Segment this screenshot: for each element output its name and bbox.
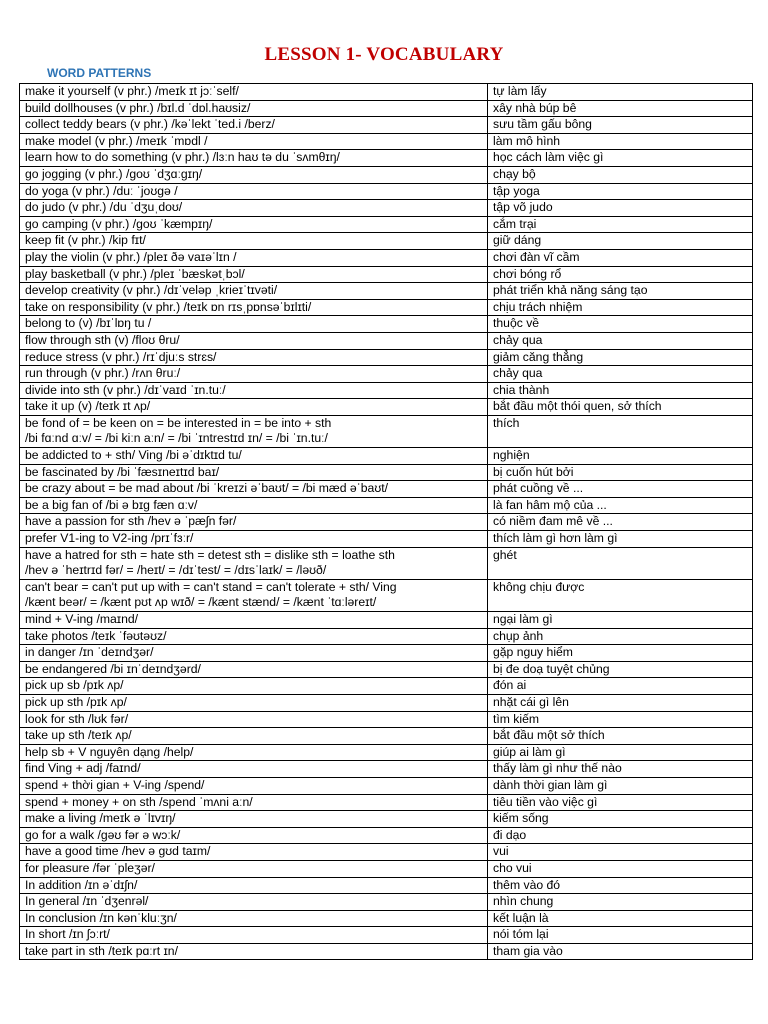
- table-row: [20, 316, 753, 333]
- term-cell: [20, 84, 488, 101]
- meaning-cell: đi dạo: [488, 827, 753, 844]
- term-text: have a passion for sth /hev ə ˈpæʃn fər/: [25, 514, 237, 529]
- table-row: [20, 694, 753, 711]
- term-text: can't bear = can't put up with = can't stand = can't tolerate + sth/ Ving: [25, 579, 397, 594]
- table-row: [20, 612, 753, 629]
- meaning-cell: thuộc về: [488, 316, 753, 333]
- section-heading: WORD PATTERNS: [47, 66, 152, 80]
- meaning-cell: giảm căng thẳng: [488, 349, 753, 366]
- meaning-cell: tham gia vào: [488, 943, 753, 960]
- term-text: prefer V1-ing to V2-ing /prɪˈfɜːr/: [25, 531, 194, 546]
- meaning-cell: chơi bóng rổ: [488, 266, 753, 283]
- table-row: [20, 844, 753, 861]
- table-row: [20, 200, 753, 217]
- meaning-cell: giữ dáng: [488, 233, 753, 250]
- term-text: In addition /ɪn əˈdɪʃn/: [25, 877, 138, 892]
- table-row: [20, 399, 753, 416]
- term-text: be endangered /bi ɪnˈdeɪndʒərd/: [25, 661, 201, 676]
- meaning-cell: tìm kiếm: [488, 711, 753, 728]
- table-row: [20, 233, 753, 250]
- term-text: go jogging (v phr.) /ɡoʊ ˈdʒɑːɡɪŋ/: [25, 166, 203, 181]
- term-cell: [20, 166, 488, 183]
- meaning-cell: học cách làm việc gì: [488, 150, 753, 167]
- term-text: In conclusion /ɪn kənˈkluːʒn/: [25, 910, 177, 925]
- term-cell: [20, 150, 488, 167]
- term-text: do judo (v phr.) /du ˈdʒuˌdoʊ/: [25, 200, 183, 215]
- table-row: [20, 332, 753, 349]
- term-cell: [20, 794, 488, 811]
- term-cell: [20, 943, 488, 960]
- term-text: divide into sth (v phr.) /dɪˈvaɪd ˈɪn.tuː/: [25, 382, 226, 397]
- table-row: [20, 283, 753, 300]
- term-text: take photos /teɪk ˈfəʊtəʊz/: [25, 628, 167, 643]
- vocabulary-table: [19, 83, 753, 960]
- term-text: have a hatred for sth = hate sth = detest sth = dislike sth = loathe sth: [25, 547, 395, 562]
- table-row: [20, 166, 753, 183]
- table-row: [20, 366, 753, 383]
- term-text: flow through sth (v) /floʊ θru/: [25, 332, 180, 347]
- term-cell: [20, 910, 488, 927]
- term-text: make it yourself (v phr.) /meɪk ɪt jɔːˈself/: [25, 84, 239, 98]
- term-text: In general /ɪn ˈdʒenrəl/: [25, 894, 149, 909]
- meaning-cell: chụp ảnh: [488, 628, 753, 645]
- term-cell: [20, 133, 488, 150]
- table-row: [20, 877, 753, 894]
- term-text: look for sth /lʊk fər/: [25, 711, 129, 726]
- term-cell: [20, 531, 488, 548]
- term-pronunciation-text: /kænt beər/ = /kænt pʊt ʌp wɪð/ = /kænt stænd/ = /kænt ˈtɑːləreɪt/: [25, 595, 377, 610]
- term-cell: [20, 183, 488, 200]
- table-row: [20, 894, 753, 911]
- table-row: [20, 133, 753, 150]
- term-cell: [20, 860, 488, 877]
- term-cell: [20, 628, 488, 645]
- term-text: take it up (v) /teɪk ɪt ʌp/: [25, 399, 151, 414]
- meaning-cell: làm mô hình: [488, 133, 753, 150]
- term-text: make model (v phr.) /meɪk ˈmɒdl /: [25, 133, 208, 148]
- page-title: LESSON 1- VOCABULARY: [264, 44, 504, 65]
- table-row: [20, 777, 753, 794]
- term-text: find Ving + adj /faɪnd/: [25, 761, 141, 776]
- meaning-cell: dành thời gian làm gì: [488, 777, 753, 794]
- table-row: [20, 661, 753, 678]
- meaning-cell: cho vui: [488, 860, 753, 877]
- meaning-cell: thấy làm gì như thế nào: [488, 761, 753, 778]
- table-row: [20, 150, 753, 167]
- term-cell: [20, 249, 488, 266]
- term-text: do yoga (v phr.) /duː ˈjoʊɡə /: [25, 183, 178, 198]
- table-row: [20, 481, 753, 498]
- table-row: [20, 183, 753, 200]
- table-row: [20, 100, 753, 117]
- term-pronunciation-text: /hev ə ˈheɪtrɪd fər/ = /heɪt/ = /dɪˈtest/ = /dɪsˈlaɪk/ = /ləʊð/: [25, 563, 327, 578]
- term-text: spend + thời gian + V-ing /spend/: [25, 777, 205, 792]
- term-cell: [20, 678, 488, 695]
- meaning-cell: tập võ judo: [488, 200, 753, 217]
- term-cell: [20, 777, 488, 794]
- term-text: pick up sth /pɪk ʌp/: [25, 694, 127, 709]
- term-text: be fond of = be keen on = be interested in = be into + sth: [25, 415, 332, 430]
- term-cell: [20, 266, 488, 283]
- meaning-cell: cắm trại: [488, 216, 753, 233]
- table-row: [20, 927, 753, 944]
- table-row: [20, 579, 753, 611]
- term-cell: [20, 744, 488, 761]
- term-text: collect teddy bears (v phr.) /kəˈlekt ˈted.i /berz/: [25, 117, 275, 132]
- table-row: [20, 761, 753, 778]
- term-text: keep fit (v phr.) /kip fɪt/: [25, 233, 146, 248]
- term-cell: [20, 382, 488, 399]
- meaning-cell: bắt đầu một sở thích: [488, 728, 753, 745]
- term-cell: [20, 316, 488, 333]
- term-cell: [20, 694, 488, 711]
- term-cell: [20, 761, 488, 778]
- term-cell: [20, 711, 488, 728]
- meaning-cell: phát triển khả năng sáng tạo: [488, 283, 753, 300]
- meaning-cell: giúp ai làm gì: [488, 744, 753, 761]
- term-text: reduce stress (v phr.) /rɪˈdjuːs strɛs/: [25, 349, 217, 364]
- term-text: be a big fan of /bi ə bɪɡ fæn ɑːv/: [25, 497, 198, 512]
- term-text: take part in sth /teɪk pɑːrt ɪn/: [25, 943, 178, 958]
- meaning-cell: thêm vào đó: [488, 877, 753, 894]
- table-row: [20, 415, 753, 447]
- term-text: be fascinated by /bi ˈfæsɪneɪtɪd baɪ/: [25, 464, 220, 479]
- term-cell: [20, 448, 488, 465]
- term-cell: [20, 579, 488, 611]
- meaning-cell: vui: [488, 844, 753, 861]
- term-text: learn how to do something (v phr.) /lɜːn haʊ tə du ˈsʌmθɪŋ/: [25, 150, 340, 165]
- term-text: be addicted to + sth/ Ving /bi əˈdɪktɪd tu/: [25, 448, 242, 463]
- term-cell: [20, 514, 488, 531]
- meaning-cell: sưu tầm gấu bông: [488, 117, 753, 134]
- term-cell: [20, 811, 488, 828]
- term-cell: [20, 283, 488, 300]
- term-text: pick up sb /pɪk ʌp/: [25, 678, 124, 693]
- term-text: in danger /ɪn ˈdeɪndʒər/: [25, 645, 154, 660]
- term-text: for pleasure /fər ˈpleʒər/: [25, 860, 155, 875]
- term-text: have a good time /hev ə ɡʊd taɪm/: [25, 844, 211, 859]
- table-row: [20, 910, 753, 927]
- meaning-cell: bị đe doạ tuyệt chủng: [488, 661, 753, 678]
- term-cell: [20, 415, 488, 447]
- table-row: [20, 943, 753, 960]
- meaning-cell: bị cuốn hút bởi: [488, 464, 753, 481]
- term-text: help sb + V nguyên dạng /help/: [25, 744, 194, 759]
- table-row: [20, 266, 753, 283]
- table-row: [20, 448, 753, 465]
- term-cell: [20, 366, 488, 383]
- table-row: [20, 497, 753, 514]
- meaning-cell: kiếm sống: [488, 811, 753, 828]
- table-row: [20, 464, 753, 481]
- table-row: [20, 249, 753, 266]
- meaning-cell: tự làm lấy: [488, 84, 753, 101]
- table-row: [20, 531, 753, 548]
- term-text: In short /ɪn ʃɔːrt/: [25, 927, 110, 942]
- meaning-cell: ngại làm gì: [488, 612, 753, 629]
- meaning-cell: bắt đầu một thói quen, sở thích: [488, 399, 753, 416]
- term-cell: [20, 547, 488, 579]
- term-cell: [20, 464, 488, 481]
- term-cell: [20, 497, 488, 514]
- meaning-cell: thích làm gì hơn làm gì: [488, 531, 753, 548]
- meaning-cell: phát cuồng về ...: [488, 481, 753, 498]
- term-cell: [20, 100, 488, 117]
- table-row: [20, 117, 753, 134]
- table-row: [20, 216, 753, 233]
- table-row: [20, 794, 753, 811]
- term-text: take up sth /teɪk ʌp/: [25, 728, 132, 743]
- meaning-cell: nghiện: [488, 448, 753, 465]
- table-row: [20, 349, 753, 366]
- term-cell: [20, 661, 488, 678]
- meaning-cell: chảy qua: [488, 332, 753, 349]
- meaning-cell: kết luận là: [488, 910, 753, 927]
- meaning-cell: chia thành: [488, 382, 753, 399]
- table-row: [20, 645, 753, 662]
- table-row: [20, 547, 753, 579]
- term-text: develop creativity (v phr.) /dɪˈveləp ˌkrieɪˈtɪvəti/: [25, 283, 278, 298]
- term-cell: [20, 299, 488, 316]
- term-cell: [20, 200, 488, 217]
- term-text: spend + money + on sth /spend ˈmʌni aːn/: [25, 794, 253, 809]
- term-text: be crazy about = be mad about /bi ˈkreɪzi əˈbaʊt/ = /bi mæd əˈbaʊt/: [25, 481, 389, 496]
- meaning-cell: nhìn chung: [488, 894, 753, 911]
- term-text: mind + V-ing /maɪnd/: [25, 612, 139, 626]
- term-text: belong to (v) /bɪˈlɒŋ tu /: [25, 316, 152, 331]
- term-text: go for a walk /ɡəʊ fər ə wɔːk/: [25, 827, 181, 842]
- table-row: [20, 811, 753, 828]
- term-cell: [20, 216, 488, 233]
- term-text: play the violin (v phr.) /pleɪ ðə vaɪəˈlɪn /: [25, 249, 237, 264]
- meaning-cell: nhặt cái gì lên: [488, 694, 753, 711]
- meaning-cell: gặp nguy hiểm: [488, 645, 753, 662]
- term-cell: [20, 894, 488, 911]
- meaning-cell: ghét: [488, 547, 753, 579]
- table-row: [20, 728, 753, 745]
- term-text: build dollhouses (v phr.) /bɪl.d ˈdɒl.haʊsiz/: [25, 100, 251, 115]
- term-cell: [20, 117, 488, 134]
- table-row: [20, 860, 753, 877]
- table-row: [20, 299, 753, 316]
- table-row: [20, 382, 753, 399]
- meaning-cell: tập yoga: [488, 183, 753, 200]
- meaning-cell: chảy qua: [488, 366, 753, 383]
- term-text: run through (v phr.) /rʌn θruː/: [25, 366, 181, 381]
- meaning-cell: thích: [488, 415, 753, 447]
- meaning-cell: chịu trách nhiệm: [488, 299, 753, 316]
- meaning-cell: chạy bộ: [488, 166, 753, 183]
- term-pronunciation-text: /bi fɑːnd ɑːv/ = /bi kiːn aːn/ = /bi ˈɪntrestɪd ɪn/ = /bi ˈɪn.tuː/: [25, 431, 328, 446]
- term-cell: [20, 399, 488, 416]
- term-text: go camping (v phr.) /ɡoʊ ˈkæmpɪŋ/: [25, 216, 213, 231]
- meaning-cell: có niềm đam mê về ...: [488, 514, 753, 531]
- table-row: [20, 827, 753, 844]
- term-cell: [20, 728, 488, 745]
- meaning-cell: không chịu được: [488, 579, 753, 611]
- meaning-cell: nói tóm lại: [488, 927, 753, 944]
- term-cell: [20, 645, 488, 662]
- table-row: [20, 711, 753, 728]
- vocabulary-table-body: [20, 84, 753, 960]
- meaning-cell: xây nhà búp bê: [488, 100, 753, 117]
- term-cell: [20, 877, 488, 894]
- table-row: [20, 678, 753, 695]
- term-text: make a living /meɪk ə ˈlɪvɪŋ/: [25, 811, 176, 826]
- term-cell: [20, 349, 488, 366]
- meaning-cell: tiêu tiền vào việc gì: [488, 794, 753, 811]
- term-cell: [20, 332, 488, 349]
- term-cell: [20, 844, 488, 861]
- table-row: [20, 84, 753, 101]
- table-row: [20, 514, 753, 531]
- table-row: [20, 744, 753, 761]
- meaning-cell: đón ai: [488, 678, 753, 695]
- meaning-cell: là fan hâm mộ của ...: [488, 497, 753, 514]
- term-cell: [20, 612, 488, 629]
- term-cell: [20, 827, 488, 844]
- term-cell: [20, 481, 488, 498]
- term-cell: [20, 233, 488, 250]
- meaning-cell: chơi đàn vĩ cầm: [488, 249, 753, 266]
- table-row: [20, 628, 753, 645]
- term-text: take on responsibility (v phr.) /teɪk ɒn rɪsˌpɒnsəˈbɪlɪti/: [25, 299, 312, 314]
- term-text: play basketball (v phr.) /pleɪ ˈbæskətˌbɔl/: [25, 266, 245, 281]
- term-cell: [20, 927, 488, 944]
